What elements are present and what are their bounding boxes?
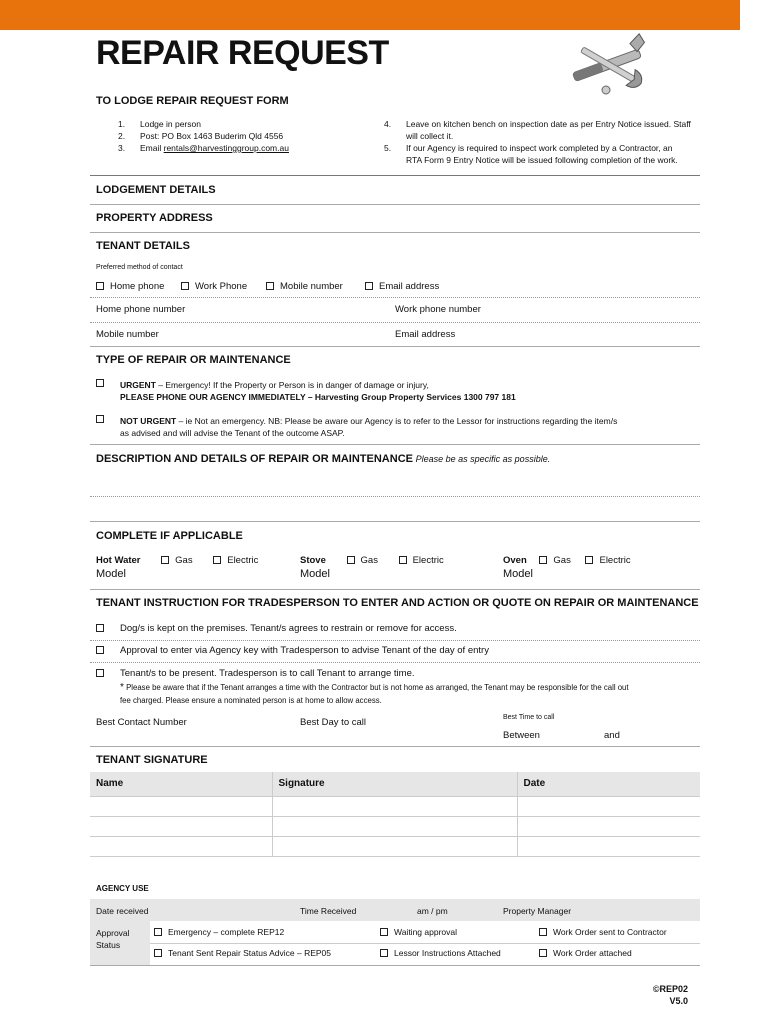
preferred-contact-label: Preferred method of contact: [96, 264, 183, 271]
status-option-work-order-attached[interactable]: Work Order attached: [539, 948, 632, 958]
checkbox-icon[interactable]: [96, 415, 104, 423]
not-urgent-checkbox[interactable]: [96, 414, 110, 425]
page-title: REPAIR REQUEST: [96, 34, 389, 72]
contact-option-work[interactable]: Work Phone: [181, 281, 247, 292]
contact-option-email[interactable]: Email address: [365, 281, 439, 292]
lodge-right-list: 4. Leave on kitchen bench on inspection date as per Entry Notice issued. Staff will collect it. 5. If our Agency is required to inspect work completed by a Contractor, an RTA Form 9 Entry Notice will be issued following completion of the work.: [384, 119, 691, 165]
am-pm-field[interactable]: am / pm: [417, 906, 448, 916]
applicable-heading: COMPLETE IF APPLICABLE: [96, 530, 243, 542]
email-link[interactable]: rentals@harvestinggroup.com.au: [163, 143, 289, 153]
name-column-header: Name: [90, 772, 272, 796]
urgent-checkbox[interactable]: [96, 378, 110, 389]
checkbox-icon[interactable]: [181, 282, 189, 290]
instruction-heading: TENANT INSTRUCTION FOR TRADESPERSON TO ENTER AND ACTION OR QUOTE ON REPAIR OR MAINTENANCE: [96, 597, 699, 609]
checkbox-icon[interactable]: [96, 669, 104, 677]
signature-heading: TENANT SIGNATURE: [96, 754, 208, 766]
status-option-waiting[interactable]: Waiting approval: [380, 927, 457, 937]
asterisk-icon: *: [120, 682, 124, 693]
description-input-line[interactable]: [90, 496, 700, 497]
date-received-field[interactable]: Date received: [96, 906, 149, 916]
agency-use-heading: AGENCY USE: [96, 884, 149, 893]
oven-model[interactable]: Model: [503, 568, 533, 580]
signature-column-header: Signature: [272, 772, 517, 796]
table-row[interactable]: [90, 816, 700, 836]
checkbox-icon[interactable]: [399, 556, 407, 564]
best-time-label: Best Time to call: [503, 714, 555, 721]
and-field[interactable]: and: [604, 730, 620, 741]
checkbox-icon[interactable]: [96, 646, 104, 654]
checkbox-icon[interactable]: [585, 556, 593, 564]
email-field[interactable]: Email address: [395, 329, 456, 340]
instruction-note: * Please be aware that if the Tenant arranges a time with the Contractor but is not home as arranged, the Tenant may be responsible for the call out fee charged. Please ensure a nominated person is at home to allow access.: [120, 682, 629, 705]
not-urgent-option: NOT URGENT – ie Not an emergency. NB: Please be aware our Agency is to refer to the Lessor for instructions regarding the item/s as advised and will advise the Tenant of the outcome ASAP.: [120, 416, 618, 438]
approval-status-label: Approval Status: [96, 928, 130, 950]
checkbox-icon[interactable]: [161, 556, 169, 564]
table-row[interactable]: [90, 836, 700, 856]
tenant-heading: TENANT DETAILS: [96, 240, 190, 252]
checkbox-icon[interactable]: [96, 624, 104, 632]
property-manager-field[interactable]: Property Manager: [503, 906, 572, 916]
footer-code: ©REP02 V5.0: [652, 984, 688, 1006]
contact-option-home[interactable]: Home phone: [96, 281, 164, 292]
instruction-option-present[interactable]: Tenant/s to be present. Tradesperson is to call Tenant to arrange time.: [96, 668, 415, 679]
checkbox-icon[interactable]: [96, 379, 104, 387]
top-accent-bar: [0, 0, 740, 30]
checkbox-icon[interactable]: [213, 556, 221, 564]
checkbox-icon[interactable]: [347, 556, 355, 564]
status-option-lessor[interactable]: Lessor Instructions Attached: [380, 948, 501, 958]
lodge-heading: TO LODGE REPAIR REQUEST FORM: [96, 95, 289, 107]
time-received-field[interactable]: Time Received: [300, 906, 357, 916]
urgent-option: URGENT – Emergency! If the Property or Person is in danger of damage or injury, PLEASE PHONE OUR AGENCY IMMEDIATELY – Harvesting Group Property Services 1300 797 181: [120, 380, 516, 402]
status-option-work-order-sent[interactable]: Work Order sent to Contractor: [539, 927, 667, 937]
checkbox-icon[interactable]: [539, 949, 547, 957]
table-row: [90, 772, 700, 796]
checkbox-icon[interactable]: [266, 282, 274, 290]
instruction-option-key[interactable]: Approval to enter via Agency key with Tradesperson to advise Tenant of the day of entry: [96, 645, 489, 656]
contact-option-mobile[interactable]: Mobile number: [266, 281, 343, 292]
stove-model[interactable]: Model: [300, 568, 330, 580]
tools-logo-icon: [566, 30, 652, 100]
checkbox-icon[interactable]: [96, 282, 104, 290]
lodgement-heading: LODGEMENT DETAILS: [96, 184, 216, 196]
lodge-left-list: 1. Lodge in person 2. Post: PO Box 1463 Buderim Qld 4556 3. Email rentals@harvestinggroup.com.au: [118, 119, 289, 153]
stove-row: Stove Gas Electric: [300, 555, 444, 566]
checkbox-icon[interactable]: [154, 949, 162, 957]
property-heading: PROPERTY ADDRESS: [96, 212, 213, 224]
date-column-header: Date: [517, 772, 700, 796]
hot-water-row: Hot Water Gas Electric: [96, 555, 259, 566]
status-option-emergency[interactable]: Emergency – complete REP12: [154, 927, 284, 937]
checkbox-icon[interactable]: [380, 928, 388, 936]
signature-table: [90, 772, 700, 857]
checkbox-icon[interactable]: [365, 282, 373, 290]
hot-water-model[interactable]: Model: [96, 568, 126, 580]
home-phone-field[interactable]: Home phone number: [96, 304, 186, 315]
best-contact-field[interactable]: Best Contact Number: [96, 717, 187, 728]
checkbox-icon[interactable]: [539, 928, 547, 936]
description-heading: DESCRIPTION AND DETAILS OF REPAIR OR MAINTENANCE Please be as specific as possible.: [96, 453, 551, 465]
repair-type-heading: TYPE OF REPAIR OR MAINTENANCE: [96, 354, 291, 366]
checkbox-icon[interactable]: [539, 556, 547, 564]
table-row[interactable]: [90, 796, 700, 816]
checkbox-icon[interactable]: [154, 928, 162, 936]
agency-date-row: [90, 899, 700, 921]
status-option-advice[interactable]: Tenant Sent Repair Status Advice – REP05: [154, 948, 331, 958]
mobile-field[interactable]: Mobile number: [96, 329, 159, 340]
checkbox-icon[interactable]: [380, 949, 388, 957]
between-field[interactable]: Between: [503, 730, 540, 741]
oven-row: Oven Gas Electric: [503, 555, 631, 566]
best-day-field[interactable]: Best Day to call: [300, 717, 366, 728]
work-phone-field[interactable]: Work phone number: [395, 304, 481, 315]
instruction-option-dogs[interactable]: Dog/s is kept on the premises. Tenant/s agrees to restrain or remove for access.: [96, 623, 457, 634]
